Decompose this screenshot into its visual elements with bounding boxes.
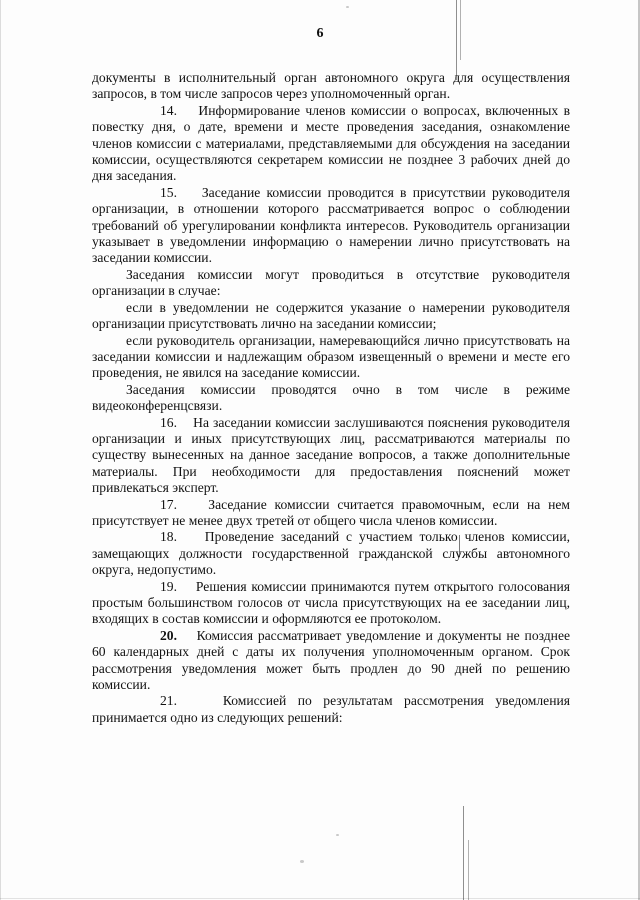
- scan-artifact-line: [463, 806, 464, 900]
- paragraph-item-18: [92, 529, 570, 578]
- paragraph-text: если в уведомлении не содержится указание о намерении руководителя организации присутствовать лично на заседании комиссии;: [92, 299, 570, 332]
- paragraph-item-15: [92, 185, 570, 267]
- scan-artifact-line: [468, 840, 469, 900]
- item-text: Решения комиссии принимаются путем открытого голосования простым большинством голосов от числа присутствующих на ее заседании лиц, входящих в состав комиссии и оформляются ее протоколом.: [92, 578, 571, 627]
- document-body: [92, 70, 570, 726]
- item-text: Заседание комиссии проводится в присутствии руководителя организации, в отношении которого рассматривается вопрос о соблюдении требований об урегулировании конфликта интересов. Руководитель организации указывает в уведомлении информацию о намерении лично присутствовать на заседании комиссии.: [92, 184, 571, 266]
- page-number: 6: [316, 26, 324, 41]
- item-number: 20.: [160, 627, 177, 643]
- item-text: На заседании комиссии заслушиваются пояснения руководителя организации и иных присутствующих лиц, рассматриваются материалы по существу вынесенных на данное заседание вопросов, а также дополнительные материалы. При необходимости для предоставления пояснений может привлекаться эксперт.: [92, 414, 571, 496]
- scan-edge-left: [0, 0, 1, 900]
- paragraph-item-20: [92, 628, 570, 694]
- paragraph-item-19: [92, 579, 570, 628]
- item-number: 16.: [160, 414, 177, 430]
- item-text: Комиссия рассматривает уведомление и документы не позднее 60 календарных дней с даты их получения уполномоченным органом. Срок рассмотрения уведомления может быть продлен до 90 дней по решению комиссии.: [92, 627, 571, 693]
- paragraph-text: если руководитель организации, намеревающийся лично присутствовать на заседании комиссии и надлежащим образом извещенный о времени и месте его проведения, не явился на заседание комиссии.: [92, 332, 570, 381]
- paragraph-text: Заседания комиссии проводятся очно в том числе в режиме видеоконференцсвязи.: [92, 381, 570, 414]
- item-text: Комиссией по результатам рассмотрения уведомления принимается одно из следующих решений:: [92, 693, 571, 725]
- paragraph-item-17: [92, 497, 570, 530]
- item-text: Проведение заседаний с участием только членов комиссии, замещающих должности государственной гражданской службы автономного округа, недопустимо.: [92, 529, 571, 578]
- scan-edge-bottom: [0, 898, 640, 899]
- item-text: Заседание комиссии считается правомочным, если на нем присутствует не менее двух третей от общего числа членов комиссии.: [92, 496, 570, 528]
- item-number: 21.: [160, 693, 177, 709]
- paragraph-text: Заседания комиссии могут проводиться в отсутствие руководителя организации в случае:: [92, 266, 570, 299]
- paragraph-continuation: документы в исполнительный орган автономного округа для осуществления запросов, в том числе запросов через уполномоченный орган.: [92, 70, 570, 102]
- item-number: 17.: [160, 496, 177, 512]
- scan-speck: [336, 834, 339, 836]
- item-text: Информирование членов комиссии о вопросах, включенных в повестку дня, о дате, времени и месте проведения заседания, ознакомление членов комиссии с материалами, представляемыми для обсуждения на заседании комиссии, осуществляются секретарем комиссии не позднее 3 рабочих дней до дня заседания.: [92, 102, 570, 184]
- item-number: 15.: [160, 184, 177, 200]
- item-number: 14.: [160, 102, 177, 118]
- scan-speck: [300, 860, 304, 863]
- paragraph-item-16: [92, 415, 570, 497]
- item-number: 18.: [160, 529, 177, 545]
- item-number: 19.: [160, 578, 177, 594]
- paragraph-item-14: [92, 103, 570, 185]
- paragraph-item-21: [92, 693, 570, 726]
- scan-speck: [346, 6, 349, 8]
